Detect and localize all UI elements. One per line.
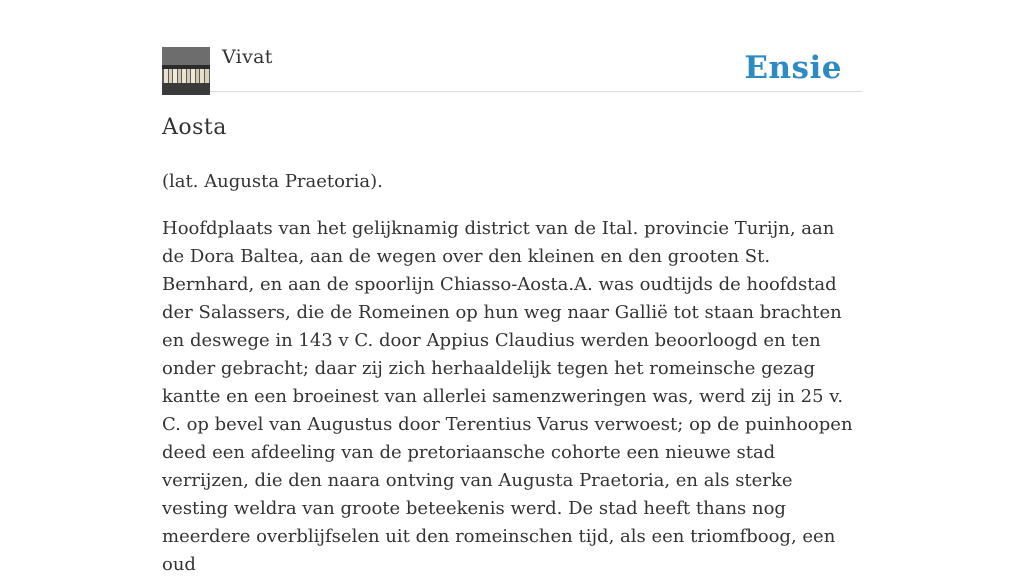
article-subtitle: (lat. Augusta Praetoria). [162, 171, 383, 192]
header [162, 0, 862, 92]
author-name[interactable]: Vivat [222, 46, 273, 68]
article-title: Aosta [162, 115, 227, 140]
author-avatar[interactable] [162, 47, 210, 95]
article-page [162, 0, 862, 575]
bookshelf-icon [162, 47, 210, 95]
brand-logo[interactable]: Ensie [744, 50, 842, 86]
article-body: Hoofdplaats van het gelijknamig district van de Ital. provincie Turijn, aan de Dora Baltea, aan de wegen over den kleinen en den grooten St. Bernhard, en aan de spoorlijn Chiasso-Aosta.A. was oudtijds de hoofdstad der Salassers, die de Romeinen op hun weg naar Gallië tot staan brachten en deswege in 143 v C. door Appius Claudius werden beoorloogd en ten onder gebracht; daar zij zich herhaaldelijk tegen het romeinsche gezag kantte en een broeinest van allerlei samenzweringen was, werd zij in 25 v. C. op bevel van Augustus door Terentius Varus verwoest; op de puinhoopen deed een afdeeling van de pretoriaansche cohorte een nieuwe stad verrijzen, die den naara ontving van Augusta Praetoria, en als sterke vesting weldra van groote beteekenis werd. De stad heeft thans nog meerdere overblijfselen uit den romeinschen tijd, als een triomfboog, een oud [162, 218, 853, 575]
